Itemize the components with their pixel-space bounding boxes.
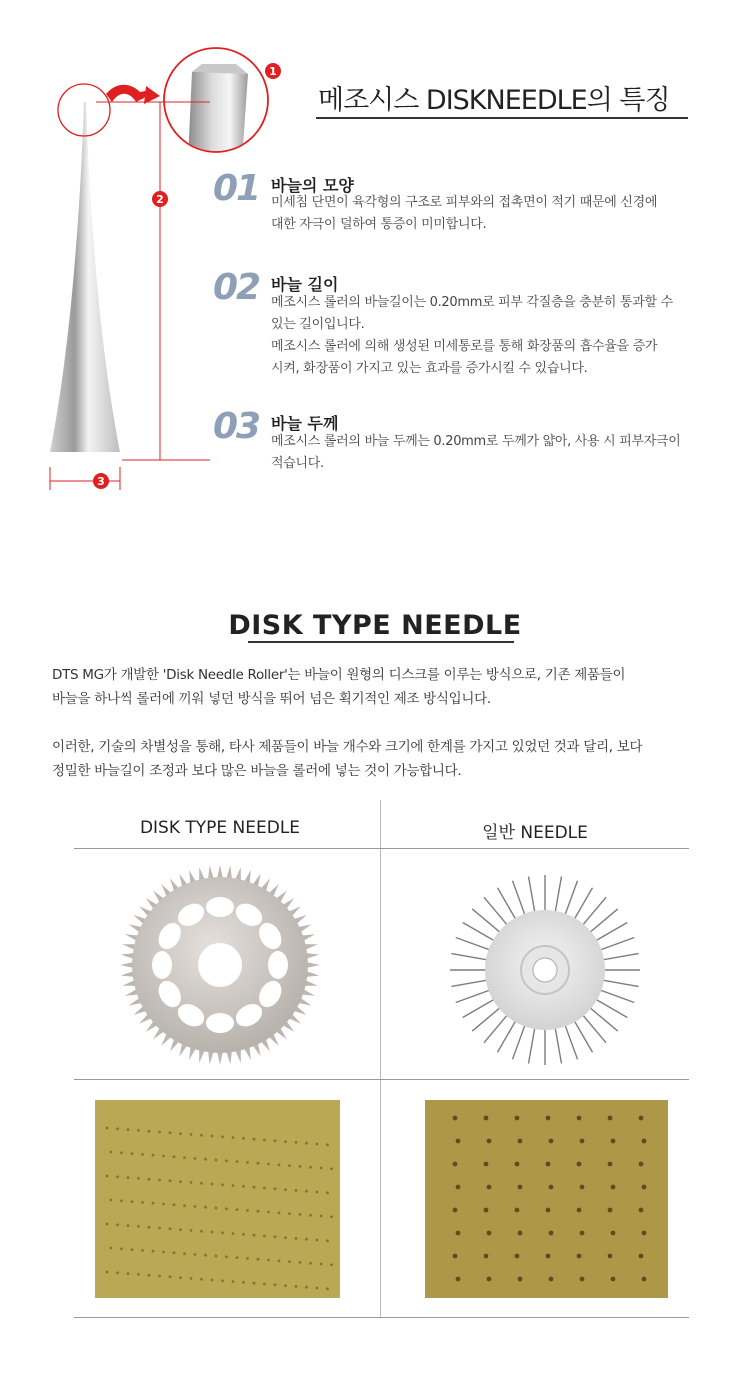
feature-title: 바늘 두께 bbox=[271, 414, 339, 433]
feature-desc: 메조시스 롤러의 바늘 두께는 0.20mm로 두께가 얇아, 사용 시 피부자극이 적습니다. bbox=[271, 434, 681, 471]
needle-shape bbox=[50, 102, 120, 452]
intro-paragraph: DTS MG가 개발한 'Disk Needle Roller'는 바늘이 원형의 디스크를 이루는 방식으로, 기존 제품들이 바늘을 하나씩 롤러에 끼워 넣던 방식을 뛰어 넘은 획기적인 제조 방식입니다. bbox=[52, 667, 626, 707]
feature-desc: 미세침 단면이 육각형의 구조로 피부와의 접촉면이 적기 때문에 신경에 대한 자극이 덜하여 통증이 미미합니다. bbox=[271, 195, 658, 232]
svg-text:3: 3 bbox=[97, 475, 105, 488]
section-title: 메조시스 DISKNEEDLE의 특징 bbox=[318, 85, 670, 116]
column-divider bbox=[380, 800, 381, 1318]
column-header-disk: DISK TYPE NEEDLE bbox=[139, 818, 301, 838]
normal-needle-image bbox=[445, 870, 645, 1070]
marker-1-label: 1 bbox=[269, 65, 277, 78]
feature-title: 바늘의 모양 bbox=[271, 176, 354, 195]
svg-text:2: 2 bbox=[156, 193, 164, 206]
disk-skin-result-image bbox=[95, 1100, 340, 1298]
table-divider bbox=[74, 1317, 689, 1318]
column-header-normal: 일반 NEEDLE bbox=[482, 823, 588, 843]
section2-title: DISK TYPE NEEDLE bbox=[228, 610, 522, 641]
feature-number: 01 bbox=[213, 168, 260, 209]
disk-needle-image bbox=[115, 860, 325, 1070]
title-underline bbox=[316, 117, 688, 119]
table-divider bbox=[74, 848, 689, 849]
normal-skin-result-image bbox=[425, 1100, 668, 1298]
intro-paragraph-2: 이러한, 기술의 차별성을 통해, 타사 제품들이 바늘 개수와 크기에 한계를 가지고 있었던 것과 달리, 보다 정밀한 바늘길이 조정과 보다 많은 바늘을 롤러에 넣는 것이 가능합니다. bbox=[52, 739, 643, 779]
feature-number: 02 bbox=[213, 267, 260, 308]
table-divider bbox=[74, 1079, 689, 1080]
feature-title: 바늘 길이 bbox=[271, 275, 339, 294]
title2-underline bbox=[248, 641, 514, 643]
feature-desc: 메조시스 롤러의 바늘길이는 0.20mm로 피부 각질층을 충분히 통과할 수 있는 길이입니다. 메조시스 롤러에 의해 생성된 미세통로를 통해 화장품의 흡수율을 증가 시켜, 화장품이 가지고 있는 효과를 증가시킬 수 있습니다. bbox=[271, 295, 673, 376]
feature-number: 03 bbox=[213, 406, 260, 447]
